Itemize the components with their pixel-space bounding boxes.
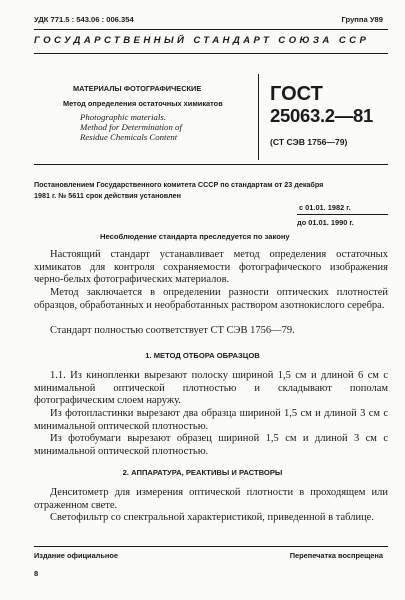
reprint-prohibited: Перепечатка воспрещена <box>289 551 383 560</box>
intro-paragraph: Метод заключается в определении разности оптических плотностей образцов, обработанных и необработанных раствором азотнокислого серебра. <box>34 287 388 311</box>
top-rule <box>34 29 388 30</box>
ct-sev-code: (СТ СЭВ 1756—79) <box>270 137 348 147</box>
section1-paragraph: Из фотопластинки вырезают два образца шириной 1,5 см и длиной 3 см с минимальной оптической плотностью. <box>34 408 388 432</box>
state-standard-title: ГОСУДАРСТВЕННЫЙ СТАНДАРТ СОЮЗА ССР <box>34 35 370 46</box>
title-en-line: Method for Determination of <box>80 122 182 132</box>
gost-number: 25063.2—81 <box>270 105 373 126</box>
official-edition: Издание официальное <box>34 551 119 560</box>
section2-paragraph: Светофильтр со спектральной характеристикой, приведенной в таблице. <box>50 512 374 523</box>
intro-paragraph: Настоящий стандарт устанавливает метод определения остаточных химикатов для контроля сохраняемости фотографического изображения черно-белых фотографических материалов. <box>34 249 388 286</box>
subtitle-ru: Метод определения остаточных химикатов <box>63 99 223 108</box>
header-rule <box>34 53 388 54</box>
valid-from-date: с 01.01. 1982 г. <box>299 203 351 212</box>
section1-paragraph: 1.1. Из кинопленки вырезают полоску шириной 1,5 см и длиной 6 см с минимальной оптической плотностью и складывают пополам фотографическим слоем наружу. <box>34 370 388 407</box>
decree-line2: 1981 г. № 5611 срок действия установлен <box>34 191 181 200</box>
section-heading: 1. МЕТОД ОТБОРА ОБРАЗЦОВ <box>145 351 260 360</box>
legal-warning: Несоблюдение стандарта преследуется по закону <box>100 232 290 241</box>
title-divider <box>258 74 259 160</box>
decree-line1: Постановлением Государственного комитета СССР по стандартам от 23 декабря <box>34 180 324 189</box>
title-ru: МАТЕРИАЛЫ ФОТОГРАФИЧЕСКИЕ <box>73 84 202 93</box>
section2-paragraph: Денситометр для измерения оптической плотности в проходящем или отраженном свете. <box>34 487 388 511</box>
intro-paragraph: Стандарт полностью соответствует СТ СЭВ 1756—79. <box>50 325 295 336</box>
section1-paragraph: Из фотобумаги вырезают образец шириной 1,5 см и длиной 3 см с минимальной оптической плотностью. <box>34 433 388 457</box>
title-en-line: Photographic materials. <box>80 112 167 122</box>
title-en-line: Residue Chemicals Content <box>80 132 178 142</box>
section-heading: 2. АППАРАТУРА, РЕАКТИВЫ И РАСТВОРЫ <box>122 468 283 477</box>
footer-rule <box>34 546 388 547</box>
title-rule <box>34 164 388 165</box>
gost-label: ГОСТ <box>270 83 323 105</box>
valid-to-date: до 01.01. 1990 г. <box>297 218 354 227</box>
group-code: Группа У89 <box>341 15 383 24</box>
udk-code: УДК 771.5 : 543.06 : 006.354 <box>34 15 134 24</box>
page-number: 8 <box>34 569 39 578</box>
date-underline <box>297 214 388 215</box>
